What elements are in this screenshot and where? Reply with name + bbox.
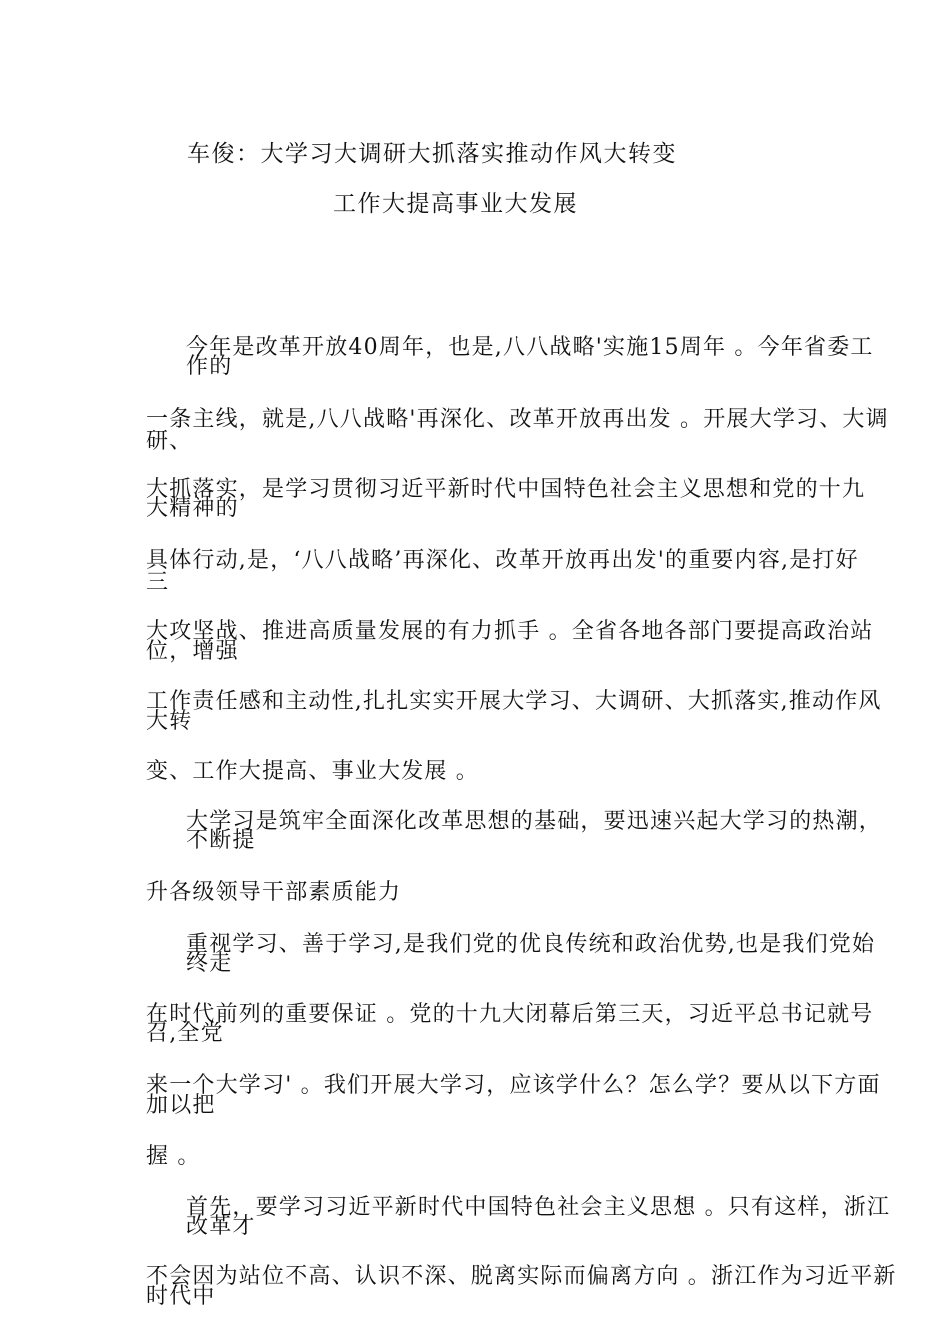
body-line-wrap: 大转 [146, 709, 193, 734]
body-line-wrap: 改革才 [186, 1214, 256, 1239]
body-line: 变、工作大提高、事业大发展 。 [146, 759, 479, 784]
body-line-wrap: 三 [146, 570, 170, 595]
body-line: 大攻坚战、推进高质量发展的有力抓手 。全省各地各部门要提高政治站 [146, 619, 874, 644]
body-line: 大抓落实，是学习贯彻习近平新时代中国特色社会主义思想和党的十九 [146, 477, 866, 502]
body-line-wrap: 研、 [146, 429, 193, 454]
body-line: 一条主线，就是,八八战略'再深化、改革开放再出发 。开展大学习、大调 [146, 407, 889, 432]
body-line: 握 。 [146, 1144, 201, 1169]
body-line-wrap: 时代中 [146, 1284, 216, 1309]
body-line: 在时代前列的重要保证 。党的十九大闭幕后第三天，习近平总书记就号 [146, 1002, 874, 1027]
body-line: 大学习是筑牢全面深化改革思想的基础，要迅速兴起大学习的热潮， [186, 809, 883, 834]
body-line: 首先，要学习习近平新时代中国特色社会主义思想 。只有这样，浙江 [186, 1195, 891, 1220]
body-line-wrap: 终走 [186, 951, 233, 976]
body-line: 重视学习、善于学习,是我们党的优良传统和政治优势,也是我们党始 [186, 932, 876, 957]
body-line: 工作责任感和主动性,扎扎实实开展大学习、大调研、大抓落实,推动作风 [146, 689, 882, 714]
body-line: 今年是改革开放40周年，也是,八八战略'实施15周年 。今年省委工 [186, 335, 874, 360]
body-line-wrap: 作的 [186, 354, 233, 379]
title-line-2: 工作大提高事业大发展 [333, 191, 578, 217]
body-line-wrap: 召,全党 [146, 1021, 224, 1046]
body-line-wrap: 不断提 [186, 828, 256, 853]
body-line-wrap: 大精神的 [146, 496, 239, 521]
body-line-wrap: 加以把 [146, 1093, 216, 1118]
title-line-1: 车俊：大学习大调研大抓落实推动作风大转变 [187, 141, 677, 167]
body-line: 升各级领导干部素质能力 [146, 880, 402, 905]
body-line: 具体行动,是，‘八八战略’再深化、改革开放再出发'的重要内容,是打好 [146, 548, 859, 573]
body-line: 不会因为站位不高、认识不深、脱离实际而偏离方向 。浙江作为习近平新 [146, 1264, 897, 1289]
body-line: 来一个大学习' 。我们开展大学习，应该学什么？怎么学？要从以下方面 [146, 1073, 881, 1098]
body-line-wrap: 位，增强 [146, 639, 239, 664]
